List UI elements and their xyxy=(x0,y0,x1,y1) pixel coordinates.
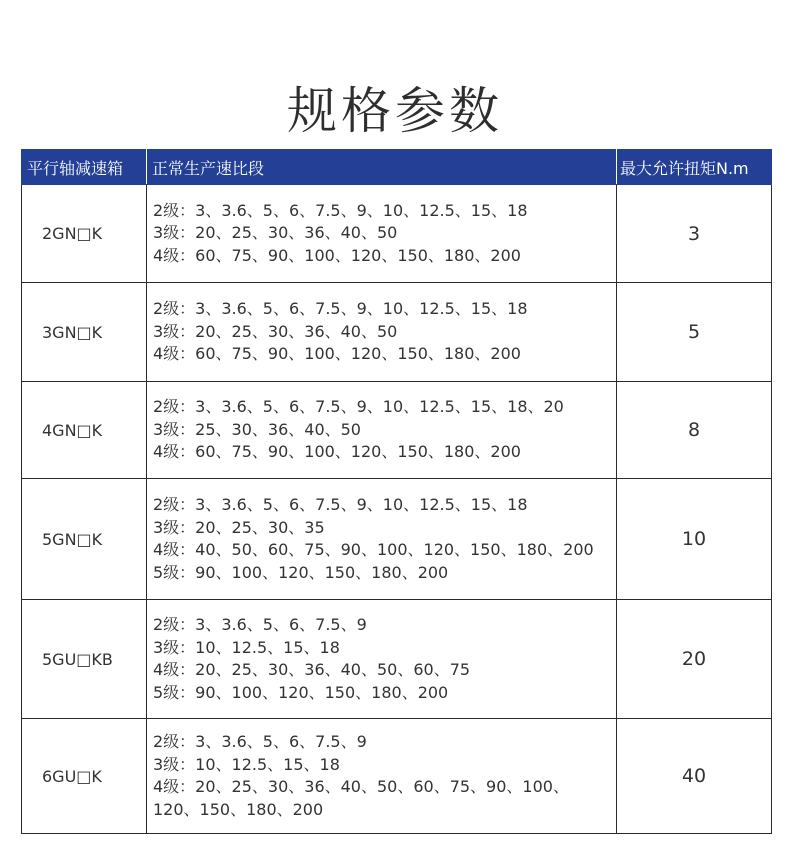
ratio-cell xyxy=(147,600,617,719)
torque-cell: 8 xyxy=(617,382,772,479)
header-gearbox: 平行轴减速箱 xyxy=(22,150,147,185)
table-row xyxy=(22,600,772,719)
ratio-line: 3级：10、12.5、15、18 xyxy=(153,754,340,774)
table-row xyxy=(22,719,772,834)
ratio-line: 4级：40、50、60、75、90、100、120、150、180、200 xyxy=(153,540,594,559)
ratio-cell xyxy=(147,719,617,834)
ratio-cell xyxy=(147,479,617,600)
torque-cell: 5 xyxy=(617,283,772,382)
ratio-line: 5级：90、100、120、150、180、200 xyxy=(153,562,449,582)
ratio-line: 2级：3、3.6、5、6、7.5、9、10、12.5、15、18 xyxy=(153,299,528,319)
ratio-line: 3级：20、25、30、36、40、50 xyxy=(153,321,398,341)
ratio-line: 4级：60、75、90、100、120、150、180、200 xyxy=(153,245,521,265)
page-title: 规格参数 xyxy=(287,82,503,140)
torque-cell: 10 xyxy=(617,479,772,600)
ratio-line: 2级：3、3.6、5、6、7.5、9、10、12.5、15、18 xyxy=(153,200,528,220)
table-row xyxy=(22,479,772,600)
model-cell: 5GU□KB xyxy=(22,600,147,719)
ratio-line: 2级：3、3.6、5、6、7.5、9、10、12.5、15、18、20 xyxy=(153,397,564,417)
torque-cell: 20 xyxy=(617,600,772,719)
torque-cell: 3 xyxy=(617,185,772,283)
ratio-line: 120、150、180、200 xyxy=(153,799,324,819)
ratio-line: 3级：20、25、30、35 xyxy=(153,517,325,537)
model-cell: 3GN□K xyxy=(22,283,147,382)
ratio-line: 3级：20、25、30、36、40、50 xyxy=(153,223,398,243)
header-max-torque: 最大允许扭矩N.m xyxy=(617,150,772,185)
ratio-line: 4级：60、75、90、100、120、150、180、200 xyxy=(153,442,521,462)
spec-table xyxy=(21,149,772,834)
ratio-cell xyxy=(147,185,617,283)
ratio-cell xyxy=(147,382,617,479)
model-cell: 4GN□K xyxy=(22,382,147,479)
table-header-row xyxy=(22,150,772,185)
table-row xyxy=(22,283,772,382)
ratio-line: 4级：60、75、90、100、120、150、180、200 xyxy=(153,344,521,364)
ratio-line: 2级：3、3.6、5、6、7.5、9 xyxy=(153,615,367,634)
model-cell: 2GN□K xyxy=(22,185,147,283)
ratio-line: 4级：20、25、30、36、40、50、60、75、90、100、 xyxy=(153,777,569,796)
ratio-line: 3级：25、30、36、40、50 xyxy=(153,419,361,439)
ratio-line: 4级：20、25、30、36、40、50、60、75 xyxy=(153,660,471,679)
model-cell: 6GU□K xyxy=(22,719,147,834)
ratio-line: 2级：3、3.6、5、6、7.5、9 xyxy=(153,732,367,751)
table-row xyxy=(22,382,772,479)
model-cell: 5GN□K xyxy=(22,479,147,600)
header-ratio-range: 正常生产速比段 xyxy=(147,150,617,185)
torque-cell: 40 xyxy=(617,719,772,834)
table-row xyxy=(22,185,772,283)
ratio-line: 2级：3、3.6、5、6、7.5、9、10、12.5、15、18 xyxy=(153,495,528,514)
ratio-line: 5级：90、100、120、150、180、200 xyxy=(153,682,449,702)
ratio-cell xyxy=(147,283,617,382)
ratio-line: 3级：10、12.5、15、18 xyxy=(153,637,340,657)
